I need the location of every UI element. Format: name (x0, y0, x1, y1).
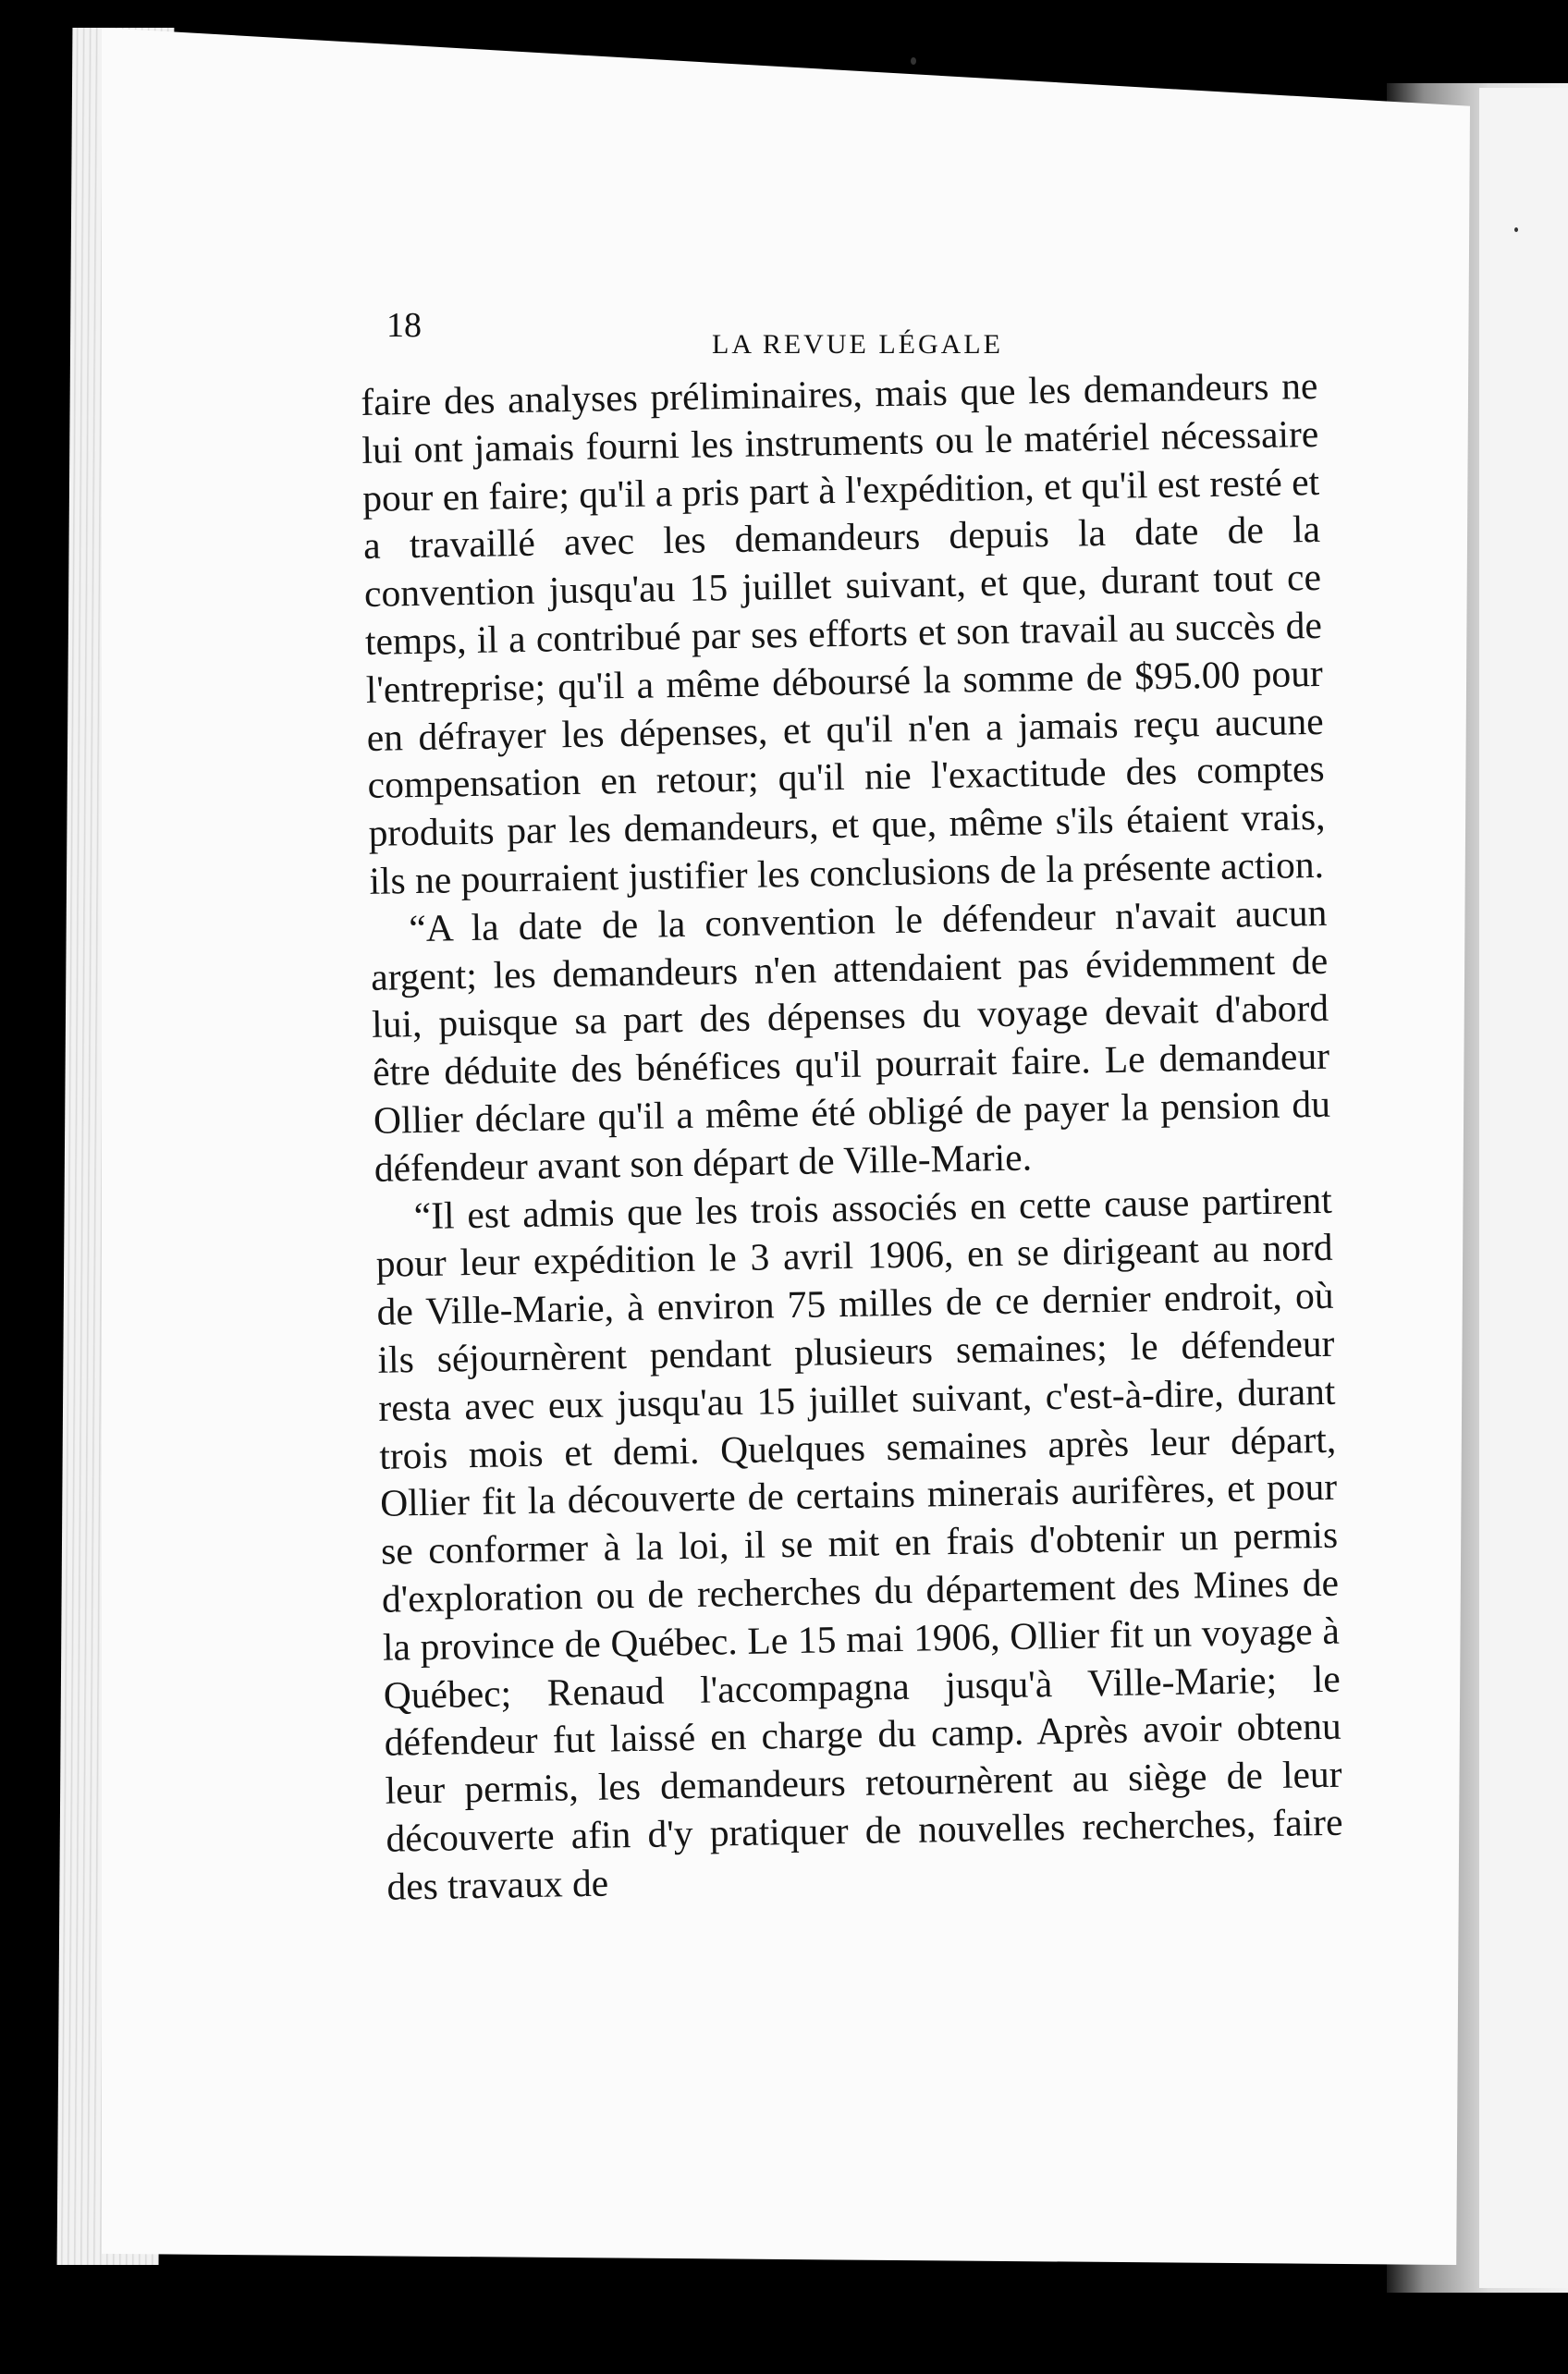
paragraph-3: “Il est admis que les trois associés en cette cause partirent pour leur expédition le 3 avril 1906, en se dirigeant au nord de Ville-Marie, à environ 75 milles de ce dernier endroit, où ils séjournèrent pendant plusieurs semaines; le défendeur resta avec eux jusqu'au 15 juillet suivant, c'est-à-dire, durant trois mois et demi. Quelques semaines après leur départ, Ollier fit la découverte de certains minerais aurifères, et pour se conformer à la loi, il se mit en frais d'obtenir un permis d'exploration ou de recherches du département des Mines de la province de Québec. Le 15 mai 1906, Ollier fit un voyage à Québec; Renaud l'accompagna jusqu'à Ville-Marie; le défendeur fut laissé en charge du camp. Après avoir obtenu leur permis, les demandeurs retournèrent au siège de leur découverte afin d'y pratiquer de nouvelles recherches, faire des travaux de (375, 1178, 1343, 1908)
paragraph-2: “A la date de la convention le défendeur n'avait aucun argent; les demandeurs n'en attendaient pas évidemment de lui, puisque sa part des dépenses du voyage devait d'abord être déduite des bénéfices qu'il pourrait faire. Le demandeur Ollier déclare qu'il a même été obligé de payer la pension du défendeur avant son départ de Ville-Marie. (370, 890, 1331, 1190)
page-number: 18 (386, 306, 422, 345)
body-text (361, 362, 1344, 1911)
paragraph-1: faire des analyses préliminaires, mais que les demandeurs ne lui ont jamais fourni les instruments ou le matériel nécessaire pour en faire; qu'il a pris part à l'expédition, et qu'il est resté et a travaillé avec les demandeurs depuis la date de la convention jusqu'au 15 juillet suivant, et que, durant tout ce temps, il a contribué par ses efforts et son travail au succès de l'entreprise; qu'il a même déboursé la somme de $95.00 pour en défrayer les dépenses, et qu'il n'en a jamais reçu aucune compensation en retour; qu'il nie l'exactitude des comptes produits par les demandeurs, et que, même s'ils étaient vrais, ils ne pourraient justifier les conclusions de la présente action. (361, 363, 1326, 902)
facing-page-edge (1479, 88, 1568, 2288)
dust-speck (1514, 227, 1518, 232)
dust-speck (911, 57, 916, 65)
running-title: LA REVUE LÉGALE (712, 329, 1003, 360)
